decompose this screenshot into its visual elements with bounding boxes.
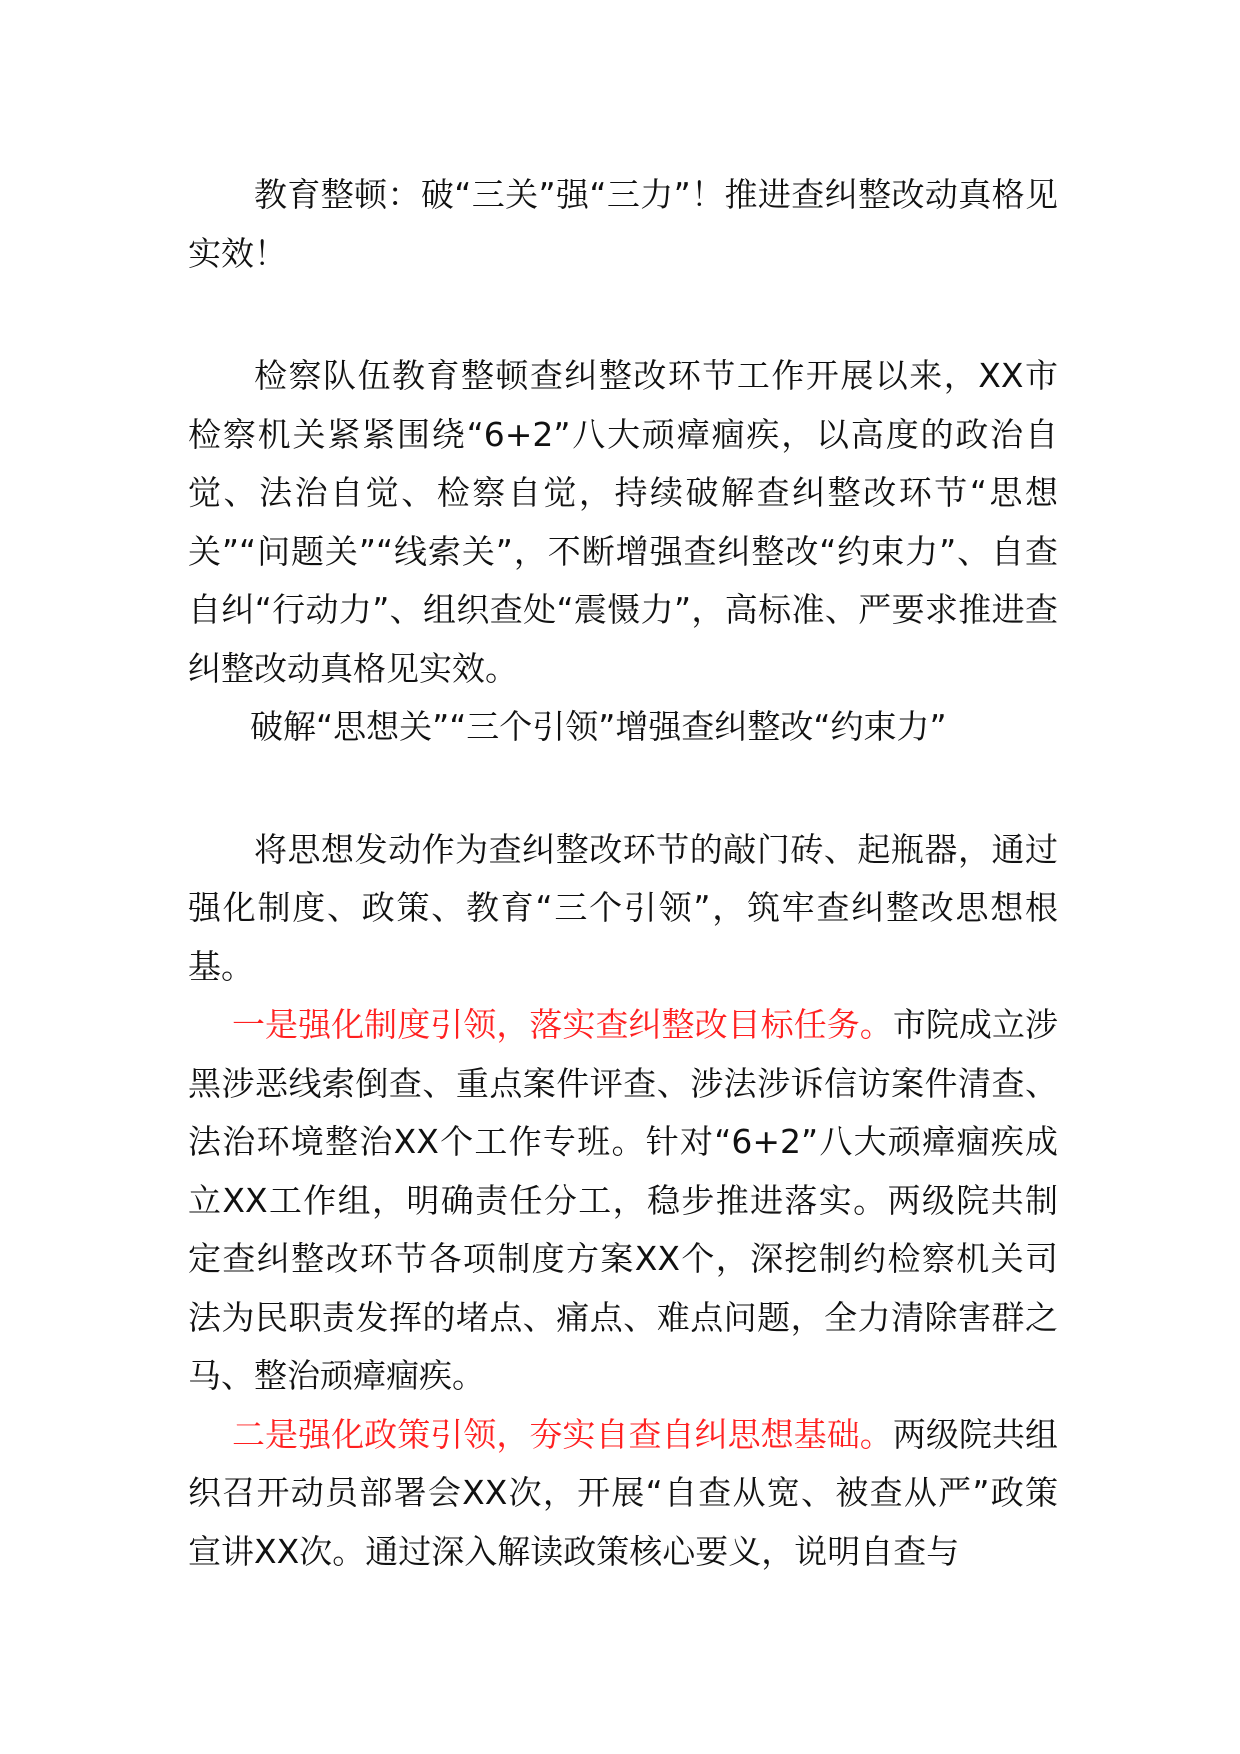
- intro-paragraph: 检察队伍教育整顿查纠整改环节工作开展以来，XX市检察机关紧紧围绕“6+2”八大顽瘴痼疾，以高度的政治自觉、法治自觉、检察自觉，持续破解查纠整改环节“思想关”“问题关”“线索关”，不断增强查纠整改“约束力”、自查自纠“行动力”、组织查处“震慑力”，高标准、严要求推进查纠整改动真格见实效。: [188, 356, 1058, 688]
- section-heading: 破解“思想关”“三个引领”增强查纠整改“约束力”: [250, 707, 947, 746]
- point-two-paragraph: [188, 1406, 1058, 1582]
- document-page: [188, 166, 1058, 1581]
- spacer: [188, 757, 1058, 821]
- point-two-body: 两级院共组织召开动员部署会XX次，开展“自查从宽、被查从严”政策宣讲XX次。通过深入解读政策核心要义，说明自查与: [188, 1414, 1059, 1571]
- section-intro-paragraph: 将思想发动作为查纠整改环节的敲门砖、起瓶器，通过强化制度、政策、教育“三个引领”，筑牢查纠整改思想根基。: [188, 829, 1058, 986]
- point-two-lead: 二是强化政策引领，夯实自查自纠思想基础。: [232, 1414, 893, 1454]
- spacer: [188, 283, 1058, 347]
- point-one-body: 市院成立涉黑涉恶线索倒查、重点案件评查、涉法涉诉信访案件清查、法治环境整治XX个工作专班。针对“6+2”八大顽瘴痼疾成立XX工作组，明确责任分工，稳步推进落实。两级院共制定查纠整改环节各项制度方案XX个，深挖制约检察机关司法为民职责发挥的堵点、痛点、难点问题，全力清除害群之马、整治顽瘴痼疾。: [188, 1005, 1059, 1395]
- point-one-paragraph: [188, 996, 1058, 1406]
- document-title: 教育整顿：破“三关”强“三力”！推进查纠整改动真格见实效！: [188, 175, 1058, 273]
- point-one-lead: 一是强化制度引领，落实查纠整改目标任务。: [232, 1005, 893, 1044]
